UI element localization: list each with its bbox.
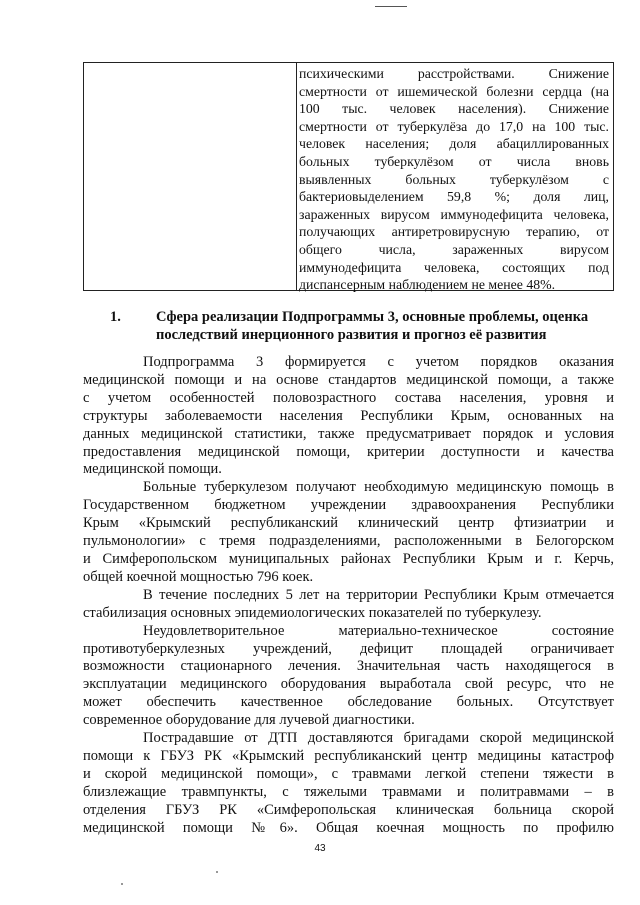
- body-line: эксплуатации медицинского оборудования выработала свой ресурс, что не: [83, 676, 614, 693]
- body-line: Подпрограмма 3 формируется с учетом порядков оказания: [143, 354, 614, 370]
- body-line: стабилизация основных эпидемиологических показателей по туберкулезу.: [83, 604, 542, 621]
- body-line: и скорой медицинской помощи», с травмами легкой степени тяжести в: [83, 765, 614, 782]
- body-line: общей коечной мощностью 796 коек.: [83, 568, 314, 585]
- body-line: медицинской помощи и на основе стандартов медицинской помощи, а также: [83, 371, 614, 388]
- table-cell-line: иммунодефицита человека, состоящих под: [299, 259, 609, 275]
- body-line: отделения ГБУЗ РК «Симферопольская клиническая больница скорой: [83, 801, 614, 818]
- section-title-line: Сфера реализации Подпрограммы 3, основные проблемы, оценка: [156, 309, 589, 325]
- body-line: может обеспечить качественное обследование больных. Отсутствует: [83, 694, 614, 711]
- body-line: возможности стационарного лечения. Значительная часть находящегося в: [83, 658, 614, 675]
- body-line: Государственном бюджетном учреждении здравоохранения Республики: [83, 497, 614, 514]
- table-cell-line: выявленных больных туберкулёзом с: [299, 171, 609, 187]
- table-cell-line: психическими расстройствами. Снижение: [299, 66, 609, 81]
- body-line: структуры заболеваемости населения Республики Крым, основанных на: [83, 407, 614, 424]
- table-cell-line: зараженных вирусом иммунодефицита человека,: [299, 206, 609, 222]
- table-cell-line: смертности от ишемической болезни сердца (на: [299, 83, 609, 99]
- body-line: Крым «Крымский республиканский клинический центр фтизиатрии и: [83, 515, 614, 532]
- table-cell-line: бактериовыделением 59,8 %; доля лиц,: [299, 189, 609, 205]
- scan-speck: [121, 883, 123, 885]
- table-cell-line: диспансерным наблюдением не менее 48%.: [299, 277, 556, 293]
- body-line: близлежащие травмпункты, с тяжелыми травмами и политравмами – в: [83, 783, 614, 800]
- table-cell-line: смертности от туберкулёза до 17,0 на 100 тыс.: [299, 118, 609, 134]
- body-line: Пострадавшие от ДТП доставляются бригадами скорой медицинской: [143, 730, 614, 747]
- body-line: с учетом особенностей половозрастного состава населения, уровня и: [83, 389, 614, 406]
- table-fragment: [83, 62, 614, 291]
- body-line: помощи к ГБУЗ РК «Крымский республиканский центр медицины катастроф: [83, 747, 614, 764]
- body-line: В течение последних 5 лет на территории Республики Крым отмечается: [143, 586, 614, 603]
- table-cell-line: 100 тыс. человек населения). Снижение: [299, 101, 609, 117]
- table-cell-line: человек населения; доля абациллированных: [299, 136, 609, 152]
- section-title-line: последствий инерционного развития и прогноз её развития: [156, 327, 547, 343]
- body-line: медицинской помощи №6». Общая коечная мощность по профилю: [83, 819, 614, 836]
- body-line: современное оборудование для лучевой диагностики.: [83, 712, 415, 729]
- body-line: данных медицинской статистики, также предусматривает порядок и условия: [83, 425, 614, 442]
- body-line: Больные туберкулезом получают необходимую медицинскую помощь в: [143, 479, 614, 496]
- table-column-divider: [296, 63, 297, 290]
- body-line: медицинской помощи.: [83, 461, 222, 478]
- table-cell-line: получающих антиретровирусную терапию, от: [299, 224, 609, 240]
- body-line: предоставления медицинской помощи, критерии доступности и качества: [83, 443, 614, 460]
- scan-speck: [216, 871, 218, 873]
- scan-mark: [375, 6, 407, 7]
- table-cell-line: больных туберкулёзом от числа вновь: [299, 153, 609, 169]
- body-text: [83, 354, 614, 837]
- section-number: 1.: [110, 309, 121, 325]
- body-line: и Симферопольском муниципальных районах Республики Крым и г. Керчь,: [83, 550, 614, 567]
- table-right-cell: [299, 65, 609, 294]
- table-cell-line: общего числа, зараженных вирусом: [299, 241, 609, 257]
- body-line: Неудовлетворительное материально-техническое состояние: [143, 622, 614, 639]
- body-line: противотуберкулезных учреждений, дефицит площадей ограничивает: [83, 640, 614, 657]
- body-line: пульмонологии» с тремя подразделениями, расположенными в Белогорском: [83, 533, 614, 550]
- page-number: 43: [314, 843, 326, 854]
